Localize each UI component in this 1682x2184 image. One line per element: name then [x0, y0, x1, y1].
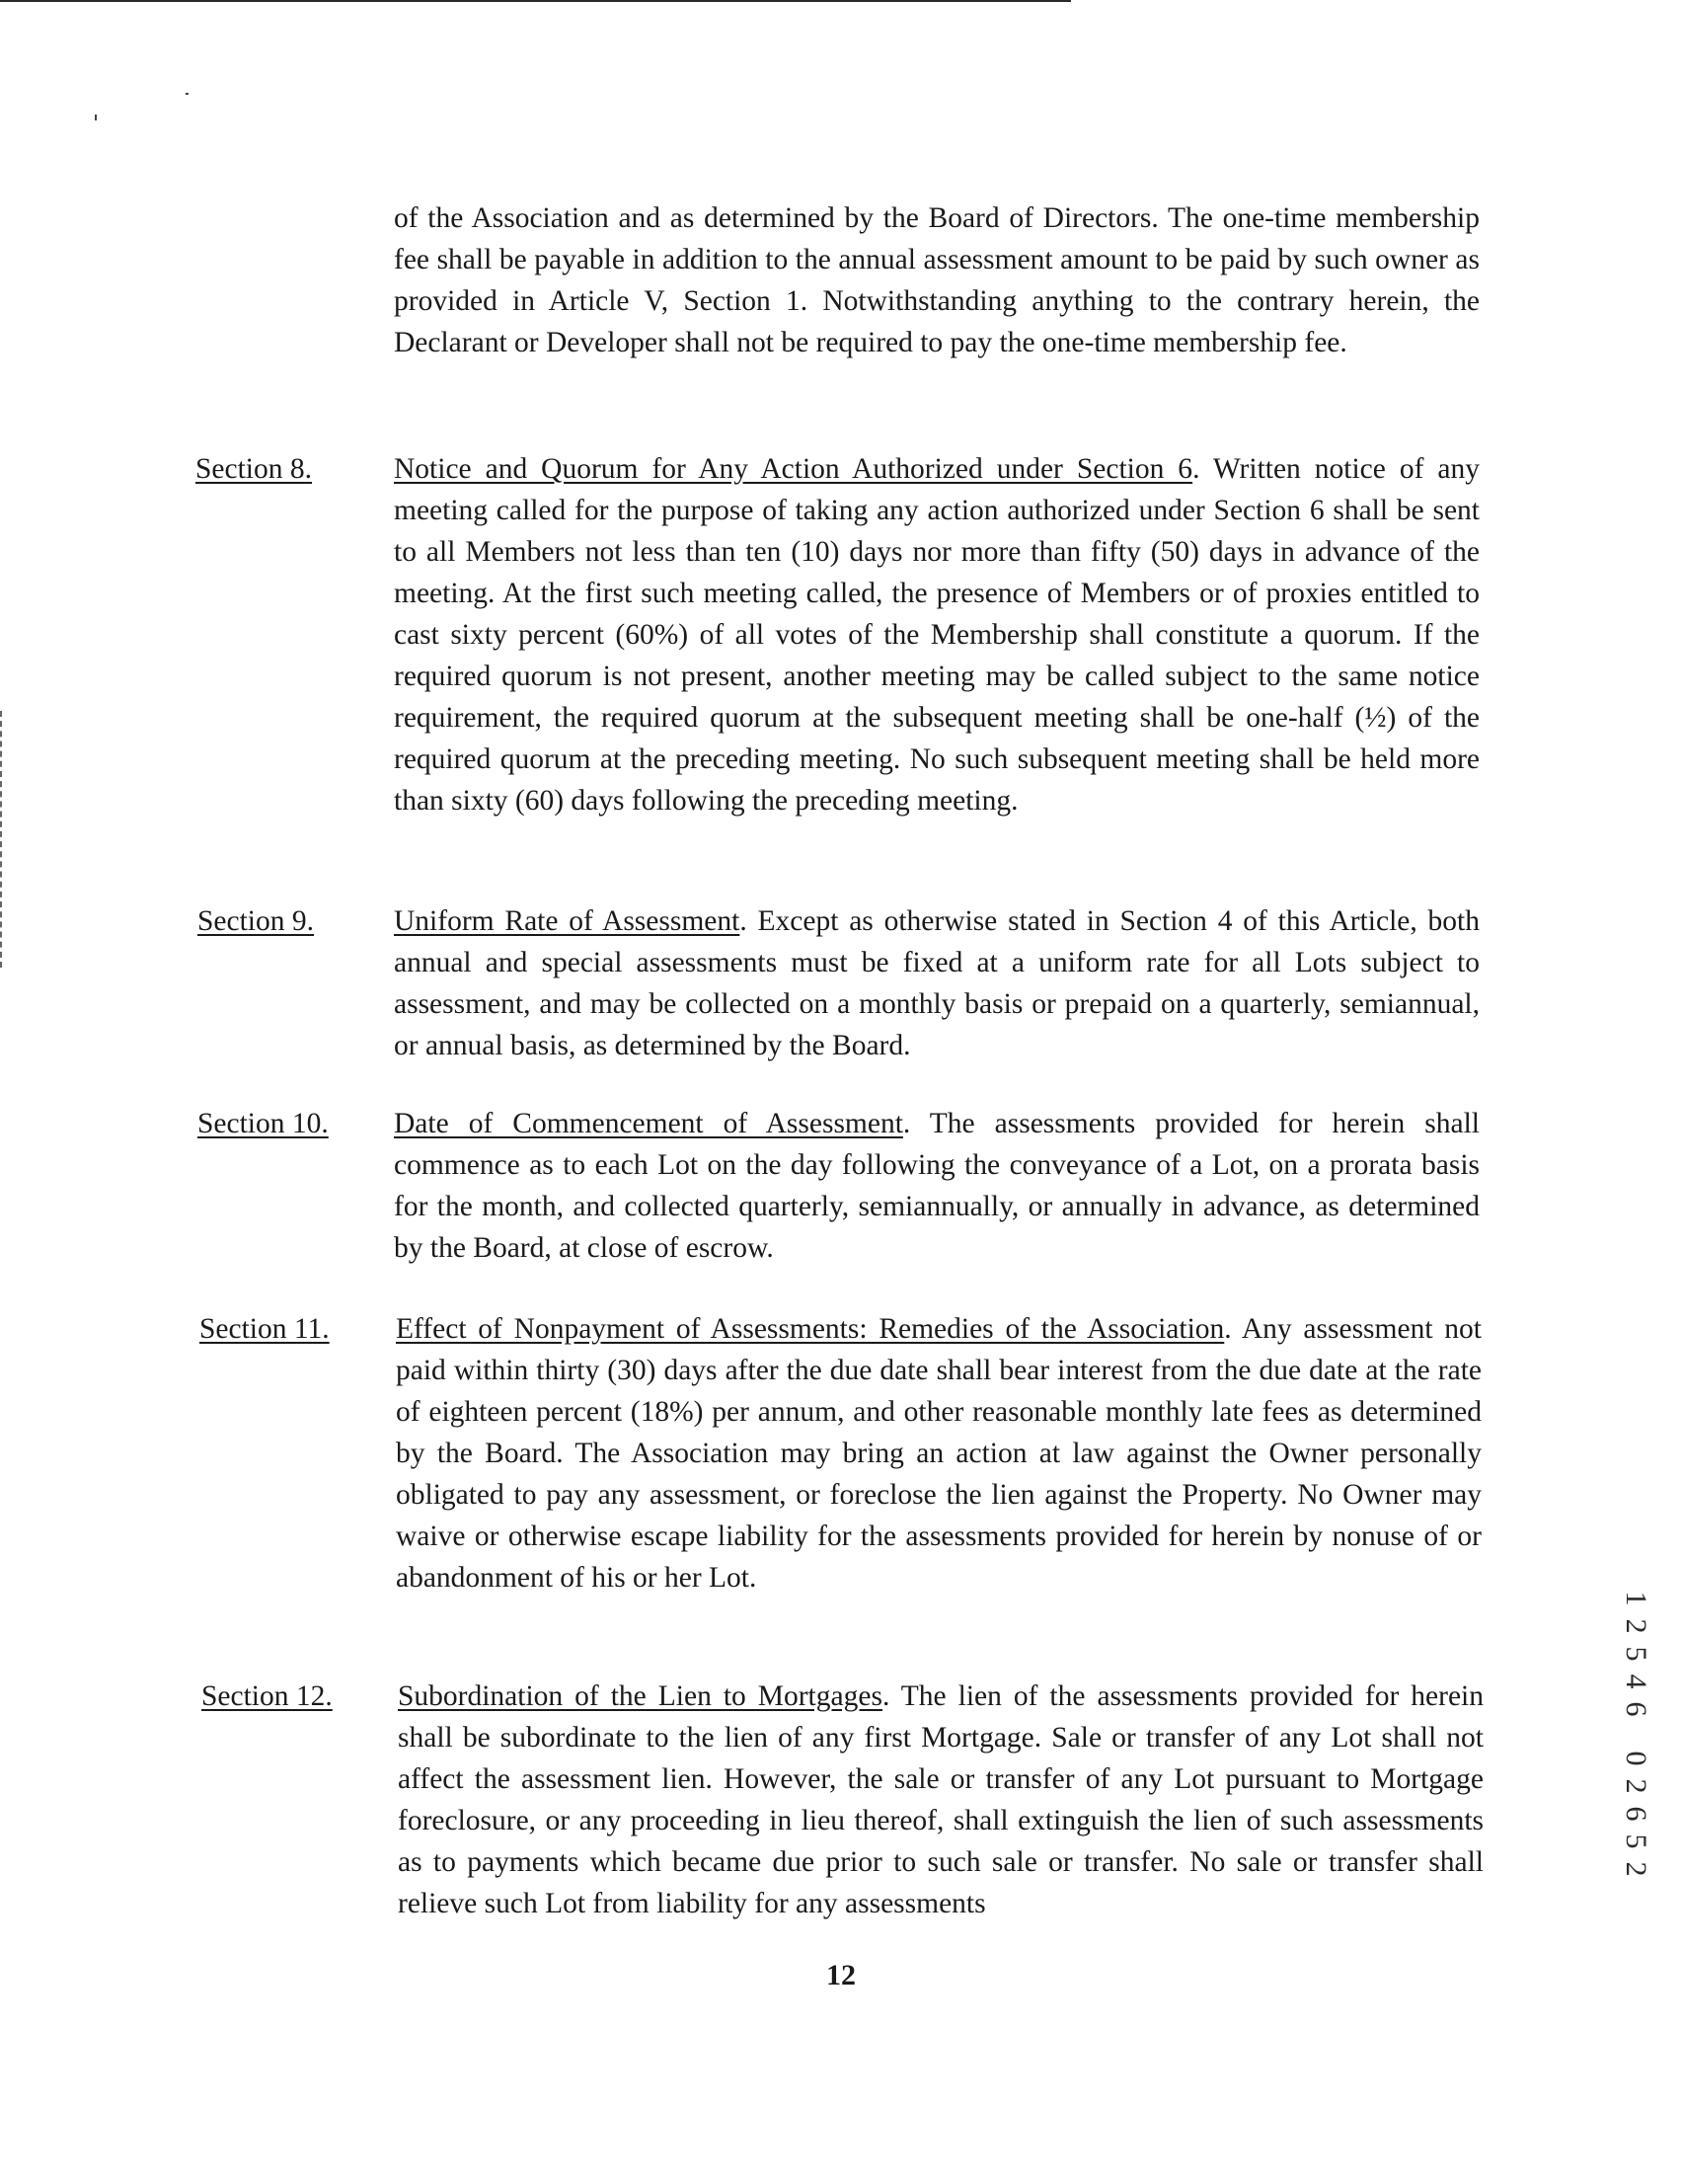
section-9-text: . Except as otherwise stated in Section 4 of this Article, both annual and special assessments must be fixed at a uniform rate for all Lots subject to assessment, and may be collected on a monthly basis or prepaid on a quarterly, semiannual, or annual basis, as determined by the Board. — [394, 905, 1481, 1061]
section-11-heading: Effect of Nonpayment of Assessments: Remedies of the Association — [396, 1313, 1225, 1345]
section-11-text: . Any assessment not paid within thirty (30) days after the due date shall bear interest from the due date at the rate of eighteen percent (18%) per annum, and other reasonable monthly late fees as determined by the Board. The Association may bring an action at law against the Owner personally obligated to pay any assessment, or foreclose the lien against the Property. No Owner may waive or otherwise escape liability for the assessments provided for herein by nonuse of or abandonment of his or her Lot. — [396, 1313, 1482, 1594]
section-11-label: Section 11. — [199, 1313, 330, 1345]
section-9-label: Section 9. — [197, 905, 314, 937]
section-9-body — [394, 900, 1480, 1066]
section-8-heading: Notice and Quorum for Any Action Authorized under Section 6 — [394, 453, 1193, 485]
margin-stamp-digit: 2 — [1620, 1778, 1652, 1794]
top-scan-rule — [0, 0, 1071, 2]
section-8-label: Section 8. — [195, 453, 312, 485]
page-number: 12 — [826, 1959, 856, 1991]
margin-stamp-digit: 6 — [1620, 1806, 1652, 1822]
margin-stamp-digit: 5 — [1620, 1833, 1652, 1849]
margin-stamp-part-2 — [1616, 1745, 1655, 1883]
section-12-body — [398, 1676, 1484, 1924]
section-10-body — [394, 1103, 1480, 1269]
margin-recording-stamp — [1616, 1585, 1655, 1883]
margin-stamp-digit: 2 — [1620, 1618, 1652, 1634]
intro-paragraph: of the Association and as determined by the Board of Directors. The one-time membership fee shall be payable in addition to the annual assessment amount to be paid by such owner as provided in Article V, Section 1. Notwithstanding anything to the contrary herein, the Declarant or Developer shall not be required to pay the one-time membership fee. — [394, 202, 1480, 358]
left-scan-edge — [0, 711, 4, 968]
section-12-text: . The lien of the assessments provided for herein shall be subordinate to the lien of any first Mortgage. Sale or transfer of any Lot shall not affect the assessment lien. However, the sale or transfer of any Lot pursuant to Mortgage foreclosure, or any proceeding in lieu thereof, shall extinguish the lien of such assessments as to payments which became due prior to such sale or transfer. No sale or transfer shall relieve such Lot from liability for any assessments — [398, 1680, 1484, 1919]
section-10-label: Section 10. — [197, 1108, 329, 1139]
margin-stamp-part-1 — [1616, 1585, 1655, 1723]
margin-stamp-digit: 5 — [1620, 1646, 1652, 1662]
section-8-text: . Written notice of any meeting called for the purpose of taking any action authorized under Section 6 shall be sent to all Members not less than ten (10) days nor more than fifty (50) days in advance of the meeting. At the first such meeting called, the presence of Members or of proxies entitled to cast sixty percent (60%) of all votes of the Membership shall constitute a quorum. If the required quorum is not present, another meeting may be called subject to the same notice requirement, the required quorum at the subsequent meeting shall be one-half (½) of the required quorum at the preceding meeting. No such subsequent meeting shall be held more than sixty (60) days following the preceding meeting. — [394, 453, 1480, 817]
margin-stamp-digit: 0 — [1620, 1751, 1652, 1766]
section-10-heading: Date of Commencement of Assessment — [394, 1108, 903, 1139]
margin-stamp-digit: 1 — [1620, 1591, 1652, 1606]
section-11-body — [396, 1308, 1482, 1599]
margin-stamp-digit: 6 — [1620, 1701, 1652, 1717]
margin-stamp-digit: 4 — [1620, 1674, 1652, 1689]
scan-speck — [95, 115, 97, 120]
section-8-body — [394, 448, 1480, 821]
section-12-label: Section 12. — [201, 1680, 333, 1712]
margin-stamp-digit: 2 — [1620, 1861, 1652, 1877]
scan-speck — [186, 93, 189, 95]
section-9-heading: Uniform Rate of Assessment — [394, 905, 740, 937]
section-10-text: . The assessments provided for herein shall commence as to each Lot on the day following the conveyance of a Lot, on a prorata basis for the month, and collected quarterly, semiannually, or annually in advance, as determined by the Board, at close of escrow. — [394, 1108, 1480, 1264]
section-12-heading: Subordination of the Lien to Mortgages — [398, 1680, 882, 1712]
